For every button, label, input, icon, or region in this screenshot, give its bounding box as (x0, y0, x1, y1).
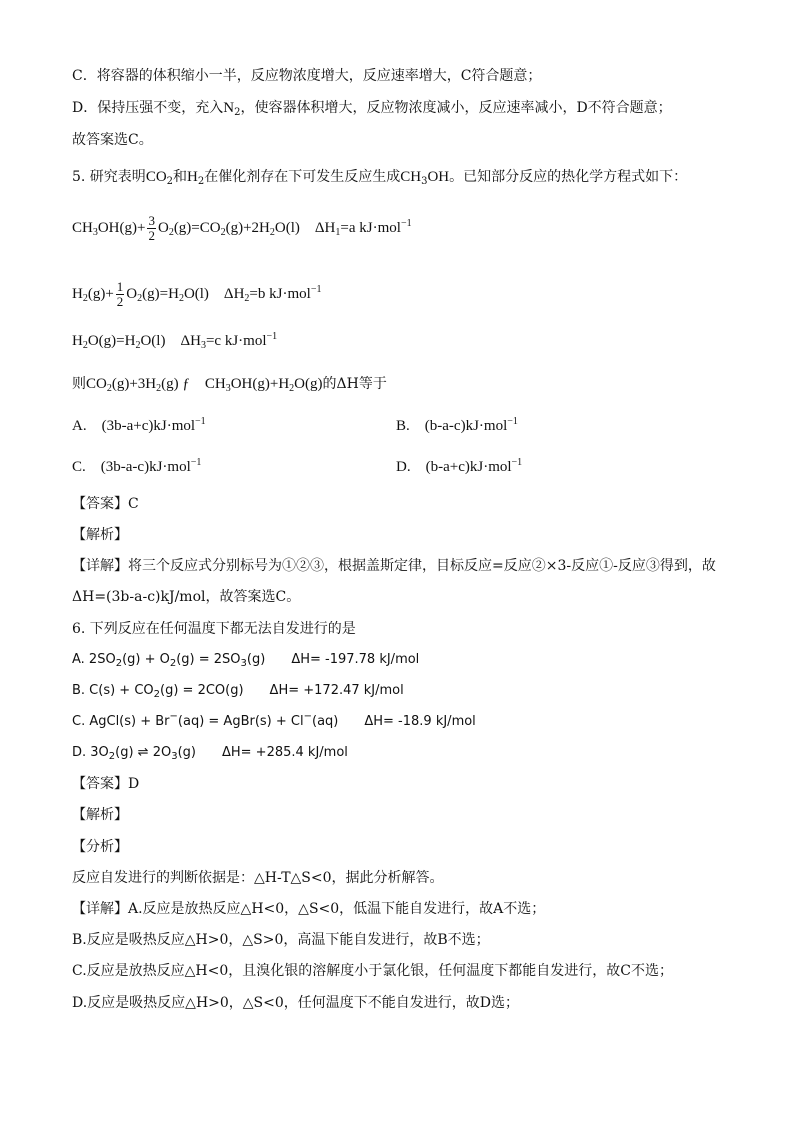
q6-option-b: B. $C(s) + CO_2(g) = 2CO(g)$ ΔH= +172.47 kJ/mol (72, 683, 404, 700)
q6-option-c: C. AgCl(s) + Br−(aq) = AgBr(s) + Cl−(aq) ΔH= -18.9 kJ/mol (72, 711, 476, 729)
q6-analysis-heading: 【解析】 (72, 807, 128, 823)
q5-equation-3: $H_2O(g)=H_2O(l)$ $\Delta H_3=c$ kJ·mol$^{-1}$ (72, 331, 278, 351)
q6-answer: 【答案】D (72, 776, 140, 792)
fraction-1-2: $\frac{1}{2}$ (116, 279, 124, 309)
q6-detail-b: B.反应是吸热反应△H>0，△S>0，高温下能自发进行，故B不选； (72, 932, 490, 948)
fraction-3-2: $\frac{3}{2}$ (148, 213, 155, 243)
q6-detail-d: D.反应是吸热反应△H>0，△S<0，任何温度下不能自发进行，故D选； (72, 995, 520, 1011)
q5-option-a: A. (3b-a+c)kJ·mol$^{-1}$ (72, 416, 206, 434)
q5-equation-1: $CH_3OH(g)+$ $\frac{3}{2}$ $O_2(g)=CO_2(g)+2H_2O(l)$ $\Delta H_1=a$ kJ·mol$^{-1}$ (72, 213, 412, 243)
prev-option-d-explanation: D．保持压强不变，充入$N_2$，使容器体积增大，反应物浓度减小，反应速率减小，D不符合题意； (72, 100, 672, 118)
q5-option-c: C. (3b-a-c)kJ·mol$^{-1}$ (72, 457, 202, 475)
q6-option-a: A. $2SO_2(g) + O_2(g) = 2SO_3(g)$ ΔH= -197.78 kJ/mol (72, 652, 420, 669)
prev-option-c-explanation: C．将容器的体积缩小一半，反应物浓度增大，反应速率增大，C符合题意； (72, 68, 542, 84)
q5-analysis-heading: 【解析】 (72, 527, 128, 543)
q6-basis: 反应自发进行的判断依据是：△H-T△S<0，据此分析解答。 (72, 870, 444, 886)
q5-option-b: B. (b-a-c)kJ·mol$^{-1}$ (396, 416, 518, 434)
q6-stem: 6. 下列反应在任何温度下都无法自发进行的是 (72, 621, 356, 637)
q5-equation-2: $H_2(g)+$ $\frac{1}{2}$ $O_2(g)=H_2O(l)$ $\Delta H_2=b$ kJ·mol$^{-1}$ (72, 279, 322, 309)
q5-question: 则$CO_2(g)+3H_2(g)$ ƒ $CH_3OH(g)+H_2O(g)$的ΔH等于 (72, 376, 387, 394)
q5-detail-line-2: ΔH=(3b-a-c)kJ/mol，故答案选C。 (72, 589, 301, 605)
q6-detail-c: C.反应是放热反应△H<0，且溴化银的溶解度小于氯化银，任何温度下都能自发进行，故C不选； (72, 963, 673, 979)
q6-fenxi-heading: 【分析】 (72, 839, 128, 855)
q6-detail-a: 【详解】A.反应是放热反应△H<0，△S<0，低温下能自发进行，故A不选； (72, 901, 546, 917)
q5-stem: 5. 研究表明$CO_2$和$H_2$在催化剂存在下可发生反应生成$CH_3OH$。已知部分反应的热化学方程式如下： (72, 169, 688, 187)
prev-answer: 故答案选C。 (72, 132, 153, 148)
q5-option-d: D. (b-a+c)kJ·mol$^{-1}$ (396, 457, 523, 475)
q5-detail-line-1: 【详解】将三个反应式分别标号为①②③，根据盖斯定律，目标反应=反应②×3-反应①-反应③得到，故 (72, 558, 716, 574)
q6-option-d: D. $3O_2(g)$ ⇌ $2O_3(g)$ ΔH= +285.4 kJ/mol (72, 745, 348, 762)
q5-answer: 【答案】C (72, 496, 139, 512)
